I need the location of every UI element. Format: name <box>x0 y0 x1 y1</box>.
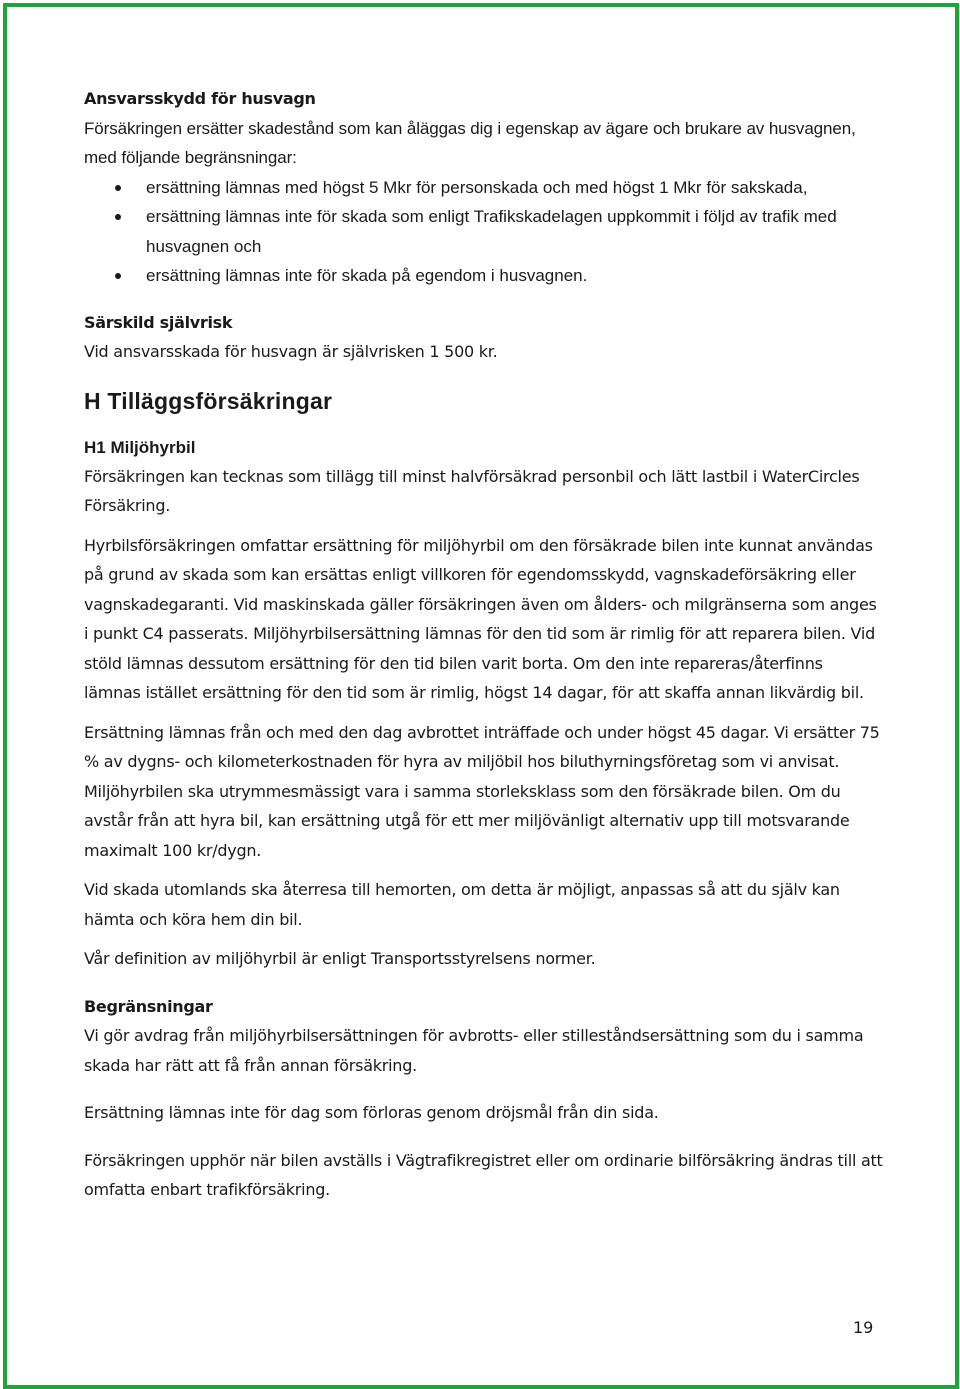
paragraph: Vid ansvarsskada för husvagn är självrisken 1 500 kr. <box>84 342 498 361</box>
list-item-text: ersättning lämnas med högst 5 Mkr för personskada och med högst 1 Mkr för sakskada, <box>146 177 808 197</box>
list-item-text: ersättning lämnas inte för skada på egendom i husvagnen. <box>146 266 588 285</box>
paragraph: Försäkringen ersätter skadestånd som kan åläggas dig i egenskap av ägare och brukare av husvagnen, med följande begränsningar: <box>84 118 856 167</box>
section-heading: Särskild självrisk <box>84 312 233 332</box>
section-heading: Begränsningar <box>84 996 213 1016</box>
bullet-list <box>84 173 884 291</box>
section-heading: Ansvarsskydd för husvagn <box>84 89 316 108</box>
chapter-heading: H Tilläggsförsäkringar <box>84 387 333 414</box>
paragraph: Ersättning lämnas inte för dag som förloras genom dröjsmål från din sida. <box>84 1103 659 1122</box>
paragraph: Försäkringen upphör när bilen avställs i Vägtrafikregistret eller om ordinarie bilförsäkring ändras till att omfatta enbart trafikförsäkring. <box>84 1150 883 1199</box>
paragraph: Vår definition av miljöhyrbil är enligt Transportsstyrelsens normer. <box>84 949 596 968</box>
section-miljohyrbil <box>84 433 884 974</box>
list-item <box>84 173 884 203</box>
list-item-text: ersättning lämnas inte för skada som enligt Trafikskadelagen uppkommit i följd av trafik med husvagnen och <box>146 207 837 256</box>
section-begransningar <box>84 992 884 1205</box>
bullet-icon <box>115 185 121 191</box>
document-body <box>84 84 884 1205</box>
bullet-icon <box>115 273 121 279</box>
bullet-icon <box>115 214 121 220</box>
section-heading: H1 Miljöhyrbil <box>84 437 196 457</box>
paragraph: Vi gör avdrag från miljöhyrbilsersättningen för avbrotts- eller stilleståndsersättning som du i samma skada har rätt att få från annan försäkring. <box>84 1026 864 1075</box>
section-sjalvrisk <box>84 308 884 367</box>
paragraph: Ersättning lämnas från och med den dag avbrottet inträffade och under högst 45 dagar. Vi ersätter 75 % av dygns- och kilometerkostnaden för hyra av miljöbil hos biluthyrningsföretag som vi anvisat. Miljöhyrbilen ska utrymmesmässigt vara i samma storleksklass som den försäkrade bilen. Om du avstår från att hyra bil, kan ersättning utgå för ett mer miljövänligt alternativ upp till motsvarande maximalt 100 kr/dygn. <box>84 722 880 860</box>
paragraph: Försäkringen kan tecknas som tillägg till minst halvförsäkrad personbil och lätt lastbil i WaterCircles Försäkring. <box>84 466 860 515</box>
list-item <box>84 261 884 291</box>
list-item <box>84 202 884 261</box>
paragraph: Vid skada utomlands ska återresa till hemorten, om detta är möjligt, anpassas så att du själv kan hämta och köra hem din bil. <box>84 880 840 929</box>
section-ansvarsskydd <box>84 84 884 291</box>
paragraph: Hyrbilsförsäkringen omfattar ersättning för miljöhyrbil om den försäkrade bilen inte kunnat användas på grund av skada som kan ersättas enligt villkoren för egendomsskydd, vagnskadeförsäkring eller vagnskadegaranti. Vid maskinskada gäller försäkringen även om ålders- och milgränserna som anges i punkt C4 passerats. Miljöhyrbilsersättning lämnas för den tid som är rimlig för att reparera bilen. Vid stöld lämnas dessutom ersättning för den tid bilen varit borta. Om den inte repareras/återfinns lämnas istället ersättning för den tid som är rimlig, högst 14 dagar, för att skaffa annan likvärdig bil. <box>84 535 877 702</box>
page-number: 19 <box>853 1318 874 1337</box>
